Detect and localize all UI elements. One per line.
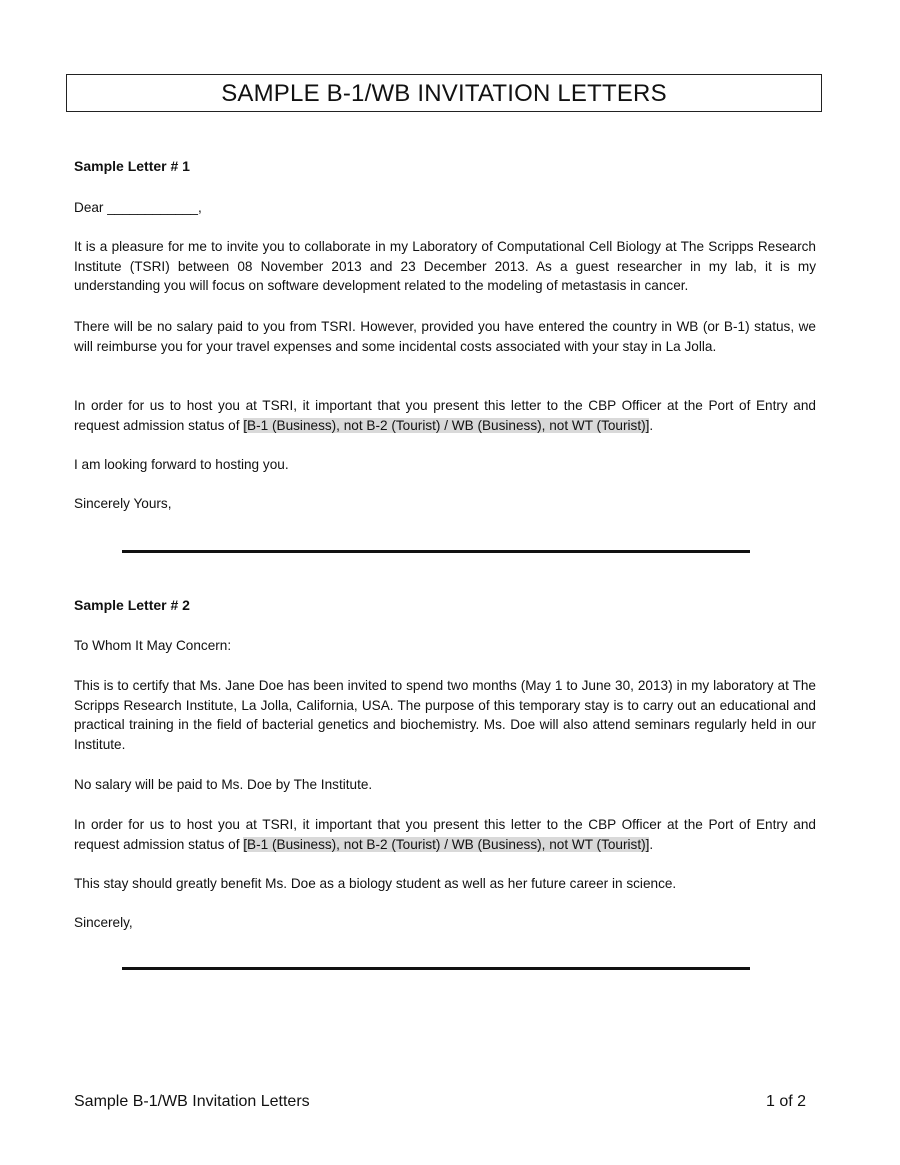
signature-line [122, 967, 750, 970]
letter-2-paragraph-4: This stay should greatly benefit Ms. Doe as a biology student as well as her future career in science. [74, 876, 677, 891]
footer-document-title: Sample B-1/WB Invitation Letters [74, 1093, 310, 1110]
letter-2-paragraph-2: No salary will be paid to Ms. Doe by The Institute. [74, 777, 373, 792]
admission-status-highlight: [B-1 (Business), not B-2 (Tourist) / WB (Business), not WT (Tourist)] [243, 836, 650, 852]
admission-status-highlight: [B-1 (Business), not B-2 (Tourist) / WB (Business), not WT (Tourist)] [243, 417, 650, 433]
letter-1 [74, 157, 816, 177]
page-title: SAMPLE B-1/WB INVITATION LETTERS [66, 74, 822, 112]
letter-2-paragraph-1: This is to certify that Ms. Jane Doe has been invited to spend two months (May 1 to June 30, 2013) in my laboratory at The Scripps Research Institute, La Jolla, California, USA. The purpose of this temporary stay is to carry out an educational and practical training in the field of bacterial genetics and biochemistry. Ms. Doe will also attend seminars regularly held in our Institute. [74, 678, 816, 752]
letter-1-heading: Sample Letter # 1 [74, 158, 190, 174]
letter-2-salutation: To Whom It May Concern: [74, 638, 232, 653]
footer-page-number: 1 of 2 [765, 1093, 806, 1110]
letter-1-paragraph-4: I am looking forward to hosting you. [74, 457, 289, 472]
letter-1-paragraph-1: It is a pleasure for me to invite you to collaborate in my Laboratory of Computational Cell Biology at The Scripps Research Institute (TSRI) between 08 November 2013 and 23 December 2013. As a guest researcher in my lab, it is my understanding you will focus on software development related to the modeling of metastasis in cancer. [74, 239, 816, 293]
signature-line [122, 550, 750, 553]
letter-1-closing: Sincerely Yours, [74, 496, 172, 511]
letter-1-paragraph-2: There will be no salary paid to you from TSRI. However, provided you have entered the country in WB (or B-1) status, we will reimburse you for your travel expenses and some incidental costs associated with your stay in La Jolla. [74, 319, 816, 354]
letter-2-paragraph-3: In order for us to host you at TSRI, it important that you present this letter to the CBP Officer at the Port of Entry and request admission status of [B-1 (Business), not B-2 (Tourist) / WB (Business), not WT (Tourist)]. [74, 817, 816, 852]
letter-2-closing: Sincerely, [74, 915, 133, 930]
letter-2-heading: Sample Letter # 2 [74, 597, 190, 613]
letter-1-paragraph-3: In order for us to host you at TSRI, it important that you present this letter to the CBP Officer at the Port of Entry and request admission status of [B-1 (Business), not B-2 (Tourist) / WB (Business), not WT (Tourist)]. [74, 398, 816, 433]
letter-2 [74, 596, 816, 616]
letter-1-salutation: Dear ____________, [74, 200, 202, 215]
